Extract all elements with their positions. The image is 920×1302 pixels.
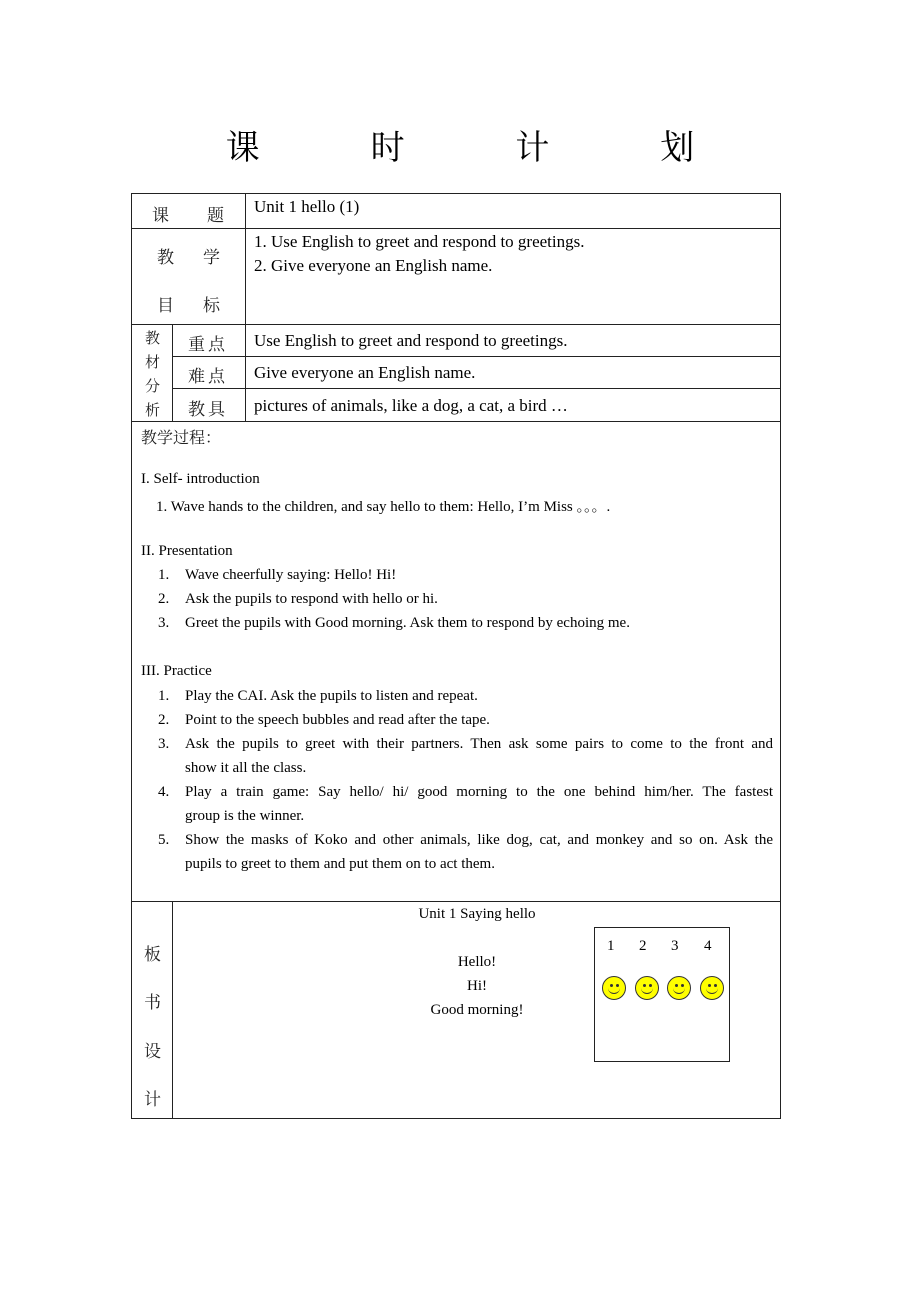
score-board xyxy=(594,927,730,1062)
col-divider xyxy=(172,901,173,1118)
board-label-char: 书 xyxy=(144,993,161,1013)
section-item: Ask the pupils to respond with hello or hi. xyxy=(185,591,438,607)
item-number: 5. xyxy=(158,832,170,848)
goals-label-2: 学 xyxy=(203,248,220,268)
table-border-bottom xyxy=(131,1118,781,1119)
row-divider xyxy=(172,388,781,389)
table-border-top xyxy=(131,193,781,194)
analysis-label-char: 教 xyxy=(145,329,161,347)
analysis-label-char: 析 xyxy=(145,401,161,419)
board-line: Hi! xyxy=(467,978,487,994)
goal-item: 1. Use English to greet and respond to greetings. xyxy=(254,232,585,251)
teaching-aids-value: pictures of animals, like a dog, a cat, a bird … xyxy=(254,396,568,415)
row-divider xyxy=(131,228,781,229)
board-label-char: 计 xyxy=(144,1090,161,1110)
group-number: 1 xyxy=(607,938,615,954)
goals-label-4: 标 xyxy=(203,296,220,316)
item-number: 2. xyxy=(158,591,170,607)
board-title: Unit 1 Saying hello xyxy=(418,906,536,922)
board-label-char: 板 xyxy=(144,945,161,965)
board-line: Hello! xyxy=(457,954,497,970)
section-item: 1. Wave hands to the children, and say hello to them: Hello, I’m Miss 。。。. xyxy=(156,499,611,515)
topic-value: Unit 1 hello (1) xyxy=(254,197,360,216)
smiley-face-icon xyxy=(635,976,659,1000)
smiley-face-icon xyxy=(667,976,691,1000)
group-number: 4 xyxy=(704,938,712,954)
topic-label-1: 课 xyxy=(152,206,169,226)
goal-item: 2. Give everyone an English name. xyxy=(254,256,493,275)
item-number: 3. xyxy=(158,615,170,631)
section-item: Greet the pupils with Good morning. Ask them to respond by echoing me. xyxy=(185,615,630,631)
item-number: 2. xyxy=(158,712,170,728)
section-item-continued: show it all the class. xyxy=(185,760,307,776)
teaching-aids-label: 教具 xyxy=(188,400,228,420)
item-number: 1. xyxy=(158,688,170,704)
key-point-value: Use English to greet and respond to greetings. xyxy=(254,331,568,350)
section-item: Play the CAI. Ask the pupils to listen and repeat. xyxy=(185,688,478,704)
difficulty-value: Give everyone an English name. xyxy=(254,363,476,382)
page-title: 课 时 计 划 xyxy=(225,128,745,168)
smiley-face-icon xyxy=(602,976,626,1000)
section-item-continued: pupils to greet to them and put them on to act them. xyxy=(185,856,495,872)
row-divider xyxy=(131,324,781,325)
row-divider xyxy=(172,356,781,357)
goals-label-3: 目 xyxy=(157,296,174,316)
section-item: Show the masks of Koko and other animals, like dog, cat, and monkey and so on. Ask the xyxy=(185,832,773,848)
table-border-right xyxy=(780,193,781,1119)
process-heading: 教学过程： xyxy=(141,428,222,447)
row-divider xyxy=(131,901,781,902)
goals-label-1: 教 xyxy=(157,248,174,268)
board-line: Good morning! xyxy=(430,1002,524,1018)
section-item: Point to the speech bubbles and read after the tape. xyxy=(185,712,490,728)
item-number: 4. xyxy=(158,784,170,800)
group-number: 3 xyxy=(671,938,679,954)
group-number: 2 xyxy=(639,938,647,954)
section-item: Play a train game: Say hello/ hi/ good morning to the one behind him/her. The fastest xyxy=(185,784,773,800)
analysis-label-char: 材 xyxy=(145,353,161,371)
section-title: III. Practice xyxy=(141,663,212,679)
board-label-char: 设 xyxy=(144,1042,161,1062)
item-number: 1. xyxy=(158,567,170,583)
item-number: 3. xyxy=(158,736,170,752)
row-divider xyxy=(131,421,781,422)
key-point-label: 重点 xyxy=(188,335,228,355)
analysis-label-char: 分 xyxy=(145,377,161,395)
col-divider xyxy=(172,324,173,421)
col-divider xyxy=(245,193,246,421)
section-title: II. Presentation xyxy=(141,543,233,559)
topic-label-2: 题 xyxy=(207,206,224,226)
section-title: I. Self- introduction xyxy=(141,471,260,487)
smiley-face-icon xyxy=(700,976,724,1000)
table-border-left xyxy=(131,193,132,1119)
difficulty-label: 难点 xyxy=(188,367,228,387)
section-item: Ask the pupils to greet with their partners. Then ask some pairs to come to the front and xyxy=(185,736,773,752)
section-item-continued: group is the winner. xyxy=(185,808,305,824)
section-item: Wave cheerfully saying: Hello! Hi! xyxy=(185,567,397,583)
